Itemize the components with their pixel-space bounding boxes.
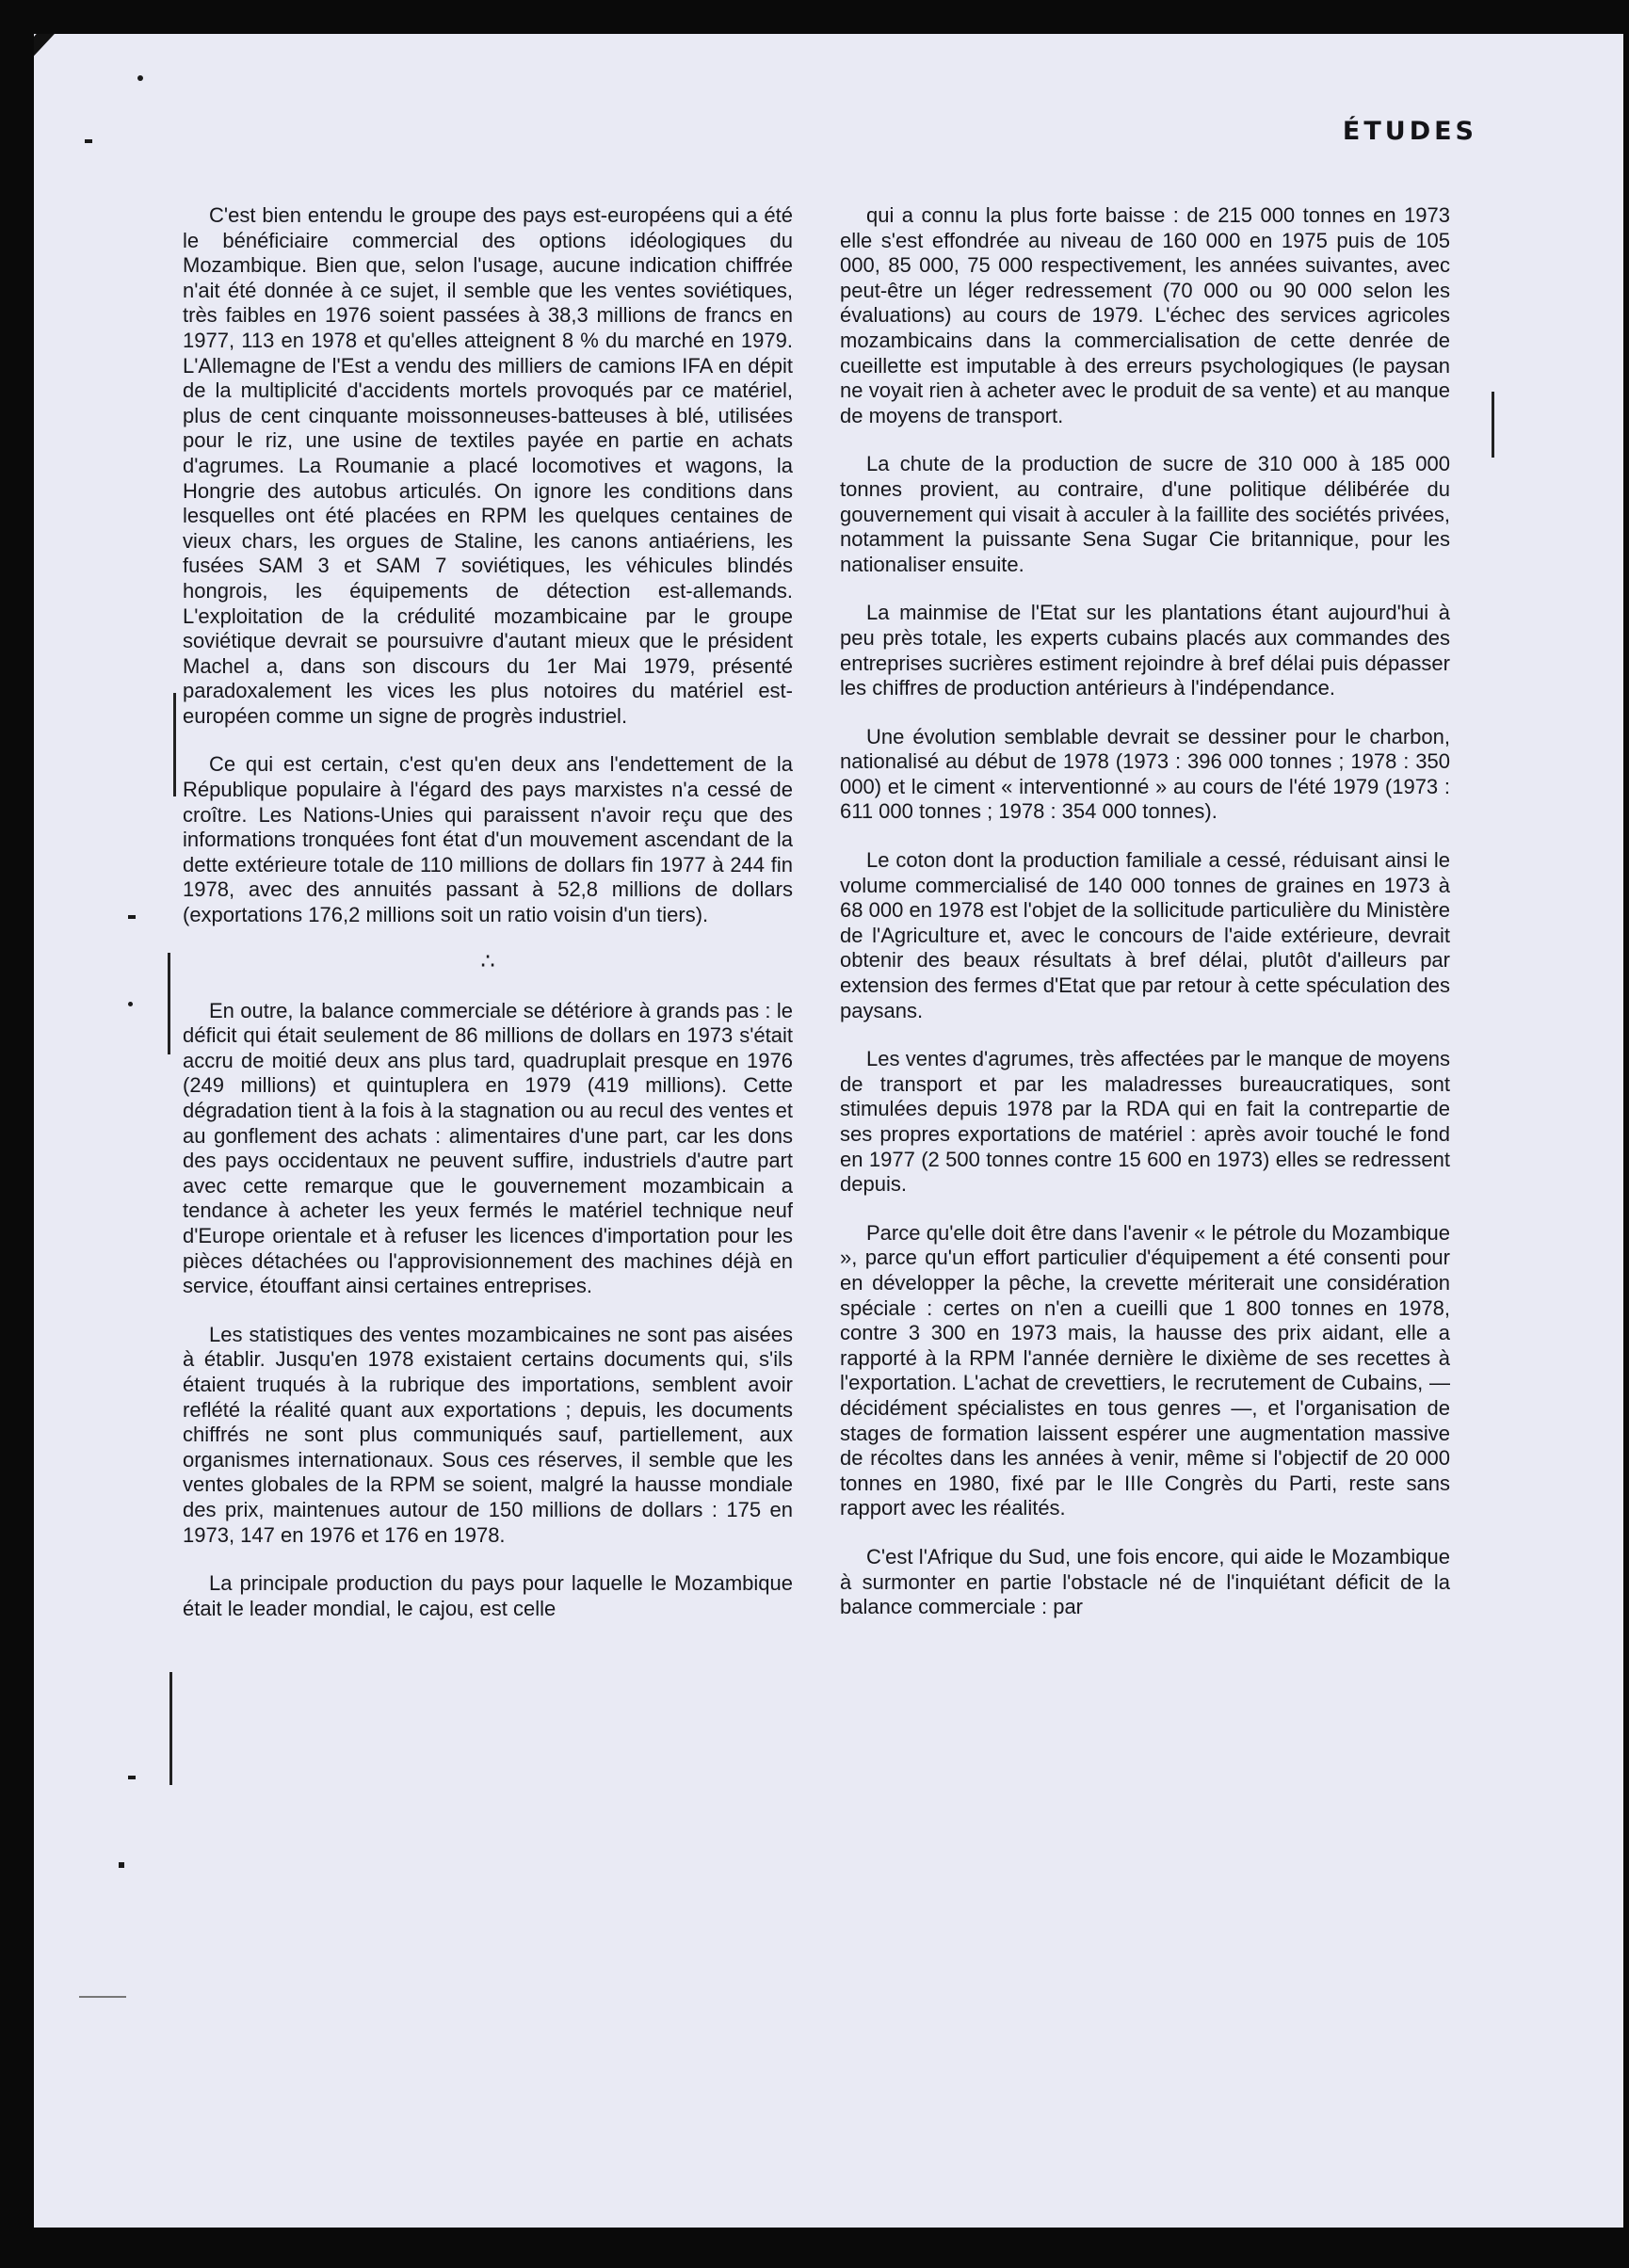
paragraph: Les ventes d'agrumes, très affectées par le manque de moyens de transport et par les maladresses bureaucratiques, sont stimulées depuis 1978 par la RDA qui en fait la contrepartie de ses propres exportations de matériel : après avoir touché le fond en 1977 (2 500 tonnes contre 15 600 en 1973) elles se redressent depuis.: [840, 1047, 1450, 1197]
paragraph: C'est bien entendu le groupe des pays est-européens qui a été le bénéficiaire commercial des options idéologiques du Mozambique. Bien que, selon l'usage, aucune indication chiffrée n'ait été donnée à ce sujet, il semble que les ventes soviétiques, très faibles en 1976 soient passées à 38,3 millions de francs en 1977, 113 en 1978 et qu'elles atteignent 8 % du marché en 1979. L'Allemagne de l'Est a vendu des milliers de camions IFA en dépit de la multiplicité d'accidents mortels provoqués par ce matériel, plus de cent cinquante moissonneuses-batteuses à blé, utilisées pour le riz, une usine de textiles payée en partie en achats d'agrumes. La Roumanie a placé locomotives et wagons, la Hongrie des autobus articulés. On ignore les conditions dans lesquelles ont été placées en RPM les quelques centaines de vieux chars, les orgues de Staline, les canons antiaériens, les fusées SAM 3 et SAM 7 soviétiques, les véhicules blindés hongrois, les équipements de détection est-allemands. L'exploitation de la crédulité mozambicaine par le groupe soviétique devrait se poursuivre d'autant mieux que le président Machel a, dans son discours du 1er Mai 1979, présenté paradoxalement les vices les plus notoires du matériel est-européen comme un signe de progrès industriel.: [183, 203, 793, 728]
margin-dot: [85, 139, 92, 143]
margin-dot: [137, 75, 143, 81]
margin-dot: [128, 1776, 136, 1779]
margin-bracket: [169, 1672, 172, 1785]
section-header: ÉTUDES: [1342, 117, 1477, 146]
paragraph: Une évolution semblable devrait se dessiner pour le charbon, nationalisé au début de 1978 (1973 : 396 000 tonnes ; 1978 : 350 000) et le ciment « interventionné » au cours de l'été 1979 (1973 : 611 000 tonnes ; 1978 : 354 000 tonnes).: [840, 724, 1450, 824]
paragraph: Les statistiques des ventes mozambicaines ne sont pas aisées à établir. Jusqu'en 1978 existaient certains documents qui, s'ils étaient truqués à la rubrique des importations, semblent avoir reflété la réalité quant aux exportations ; depuis, les documents chiffrés ne sont plus communiqués sauf, partiellement, aux organismes internationaux. Sous ces réserves, il semble que les ventes globales de la RPM se soient, malgré la hausse mondiale des prix, maintenues autour de 150 millions de dollars : 175 en 1973, 147 en 1976 et 176 en 1978.: [183, 1322, 793, 1547]
margin-bracket: [168, 953, 170, 1054]
paragraph: C'est l'Afrique du Sud, une fois encore, qui aide le Mozambique à surmonter en partie l'obstacle né de l'inquiétant déficit de la balance commerciale : par: [840, 1544, 1450, 1619]
paragraph: La principale production du pays pour laquelle le Mozambique était le leader mondial, le cajou, est celle: [183, 1571, 793, 1620]
paragraph: Ce qui est certain, c'est qu'en deux ans l'endettement de la République populaire à l'égard des pays marxistes n'a cessé de croître. Les Nations-Unies qui paraissent n'avoir reçu que des informations tronquées font état d'un mouvement ascendant de la dette extérieure totale de 110 millions de dollars fin 1977 à 244 fin 1978, avec des annuités passant à 52,8 millions de dollars (exportations 176,2 millions soit un ratio voisin d'un tiers).: [183, 752, 793, 927]
margin-bracket: [1492, 392, 1494, 458]
margin-bracket: [173, 693, 176, 796]
paragraph: Le coton dont la production familiale a cessé, réduisant ainsi le volume commercialisé de 140 000 tonnes de graines en 1973 à 68 000 en 1978 est l'objet de la sollicitude particulière du Ministère de l'Agriculture et, avec le concours de l'aide extérieure, devrait obtenir des beaux résultats à bref délai, plutôt d'ailleurs par extension des fermes d'Etat que par retour à cette spéculation des paysans.: [840, 848, 1450, 1022]
margin-dot: [128, 1002, 133, 1006]
paper-sheet: [34, 34, 1623, 2228]
paragraph: Parce qu'elle doit être dans l'avenir « le pétrole du Mozambique », parce qu'un effort particulier d'équipement a été consenti pour en développer la pêche, la crevette mériterait une considération spéciale : certes on n'en a cueilli que 1 800 tonnes en 1978, contre 3 300 en 1973 mais, la hausse des prix aidant, elle a rapporté à la RPM l'année dernière le dixième de ses recettes à l'exportation. L'achat de crevettiers, le recrutement de Cubains, — décidément spécialistes en tous genres —, et l'organisation de stages de formation laissent espérer une augmentation massive de récoltes dans les années à venir, même si l'objectif de 20 000 tonnes en 1980, fixé par le IIIe Congrès du Parti, reste sans rapport avec les réalités.: [840, 1220, 1450, 1520]
paragraph: La chute de la production de sucre de 310 000 à 185 000 tonnes provient, au contraire, d'une politique délibérée du gouvernement qui visait à acculer à la faillite des sociétés privées, notamment la puissante Sena Sugar Cie britannique, pour les nationaliser ensuite.: [840, 452, 1450, 576]
margin-rule: [79, 1996, 126, 1998]
margin-dot: [119, 1862, 124, 1868]
margin-dot: [128, 915, 136, 919]
left-column: [183, 203, 793, 1645]
paragraph: En outre, la balance commerciale se détériore à grands pas : le déficit qui était seulement de 86 millions de dollars en 1973 s'était accru de moitié deux ans plus tard, quadruplait presque en 1976 (249 millions) et quintuplera en 1979 (419 millions). Cette dégradation tient à la fois à la stagnation ou au recul des ventes et au gonflement des achats : alimentaires d'une part, car les dons des pays occidentaux ne peuvent suffire, industriels d'autre part avec cette remarque que le gouvernement mozambicain a tendance à acheter les yeux fermés le matériel technique neuf d'Europe orientale et à refuser les licences d'importation pour les pièces détachées ou l'approvisionnement des machines déjà en service, étouffant ainsi certaines entreprises.: [183, 998, 793, 1298]
paragraph: La mainmise de l'Etat sur les plantations étant aujourd'hui à peu près totale, les experts cubains placés aux commandes des entreprises sucrières estiment rejoindre à bref délai puis dépasser les chiffres de production antérieurs à l'indépendance.: [840, 601, 1450, 700]
paragraph: qui a connu la plus forte baisse : de 215 000 tonnes en 1973 elle s'est effondrée au niveau de 160 000 en 1975 puis de 105 000, 85 000, 75 000 respectivement, les années suivantes, avec peut-être un léger redressement (70 000 ou 90 000 selon les évaluations) au cours de 1979. L'échec des services agricoles mozambicains dans la commercialisation de cette denrée de cueillette est imputable à des erreurs psychologiques (le paysan ne voyait rien à acheter avec le produit de sa vente) et au manque de moyens de transport.: [840, 203, 1450, 427]
section-ornament: ∴: [480, 947, 495, 974]
right-column: [840, 203, 1450, 1644]
diagonal-pen-stroke: [34, 34, 81, 164]
